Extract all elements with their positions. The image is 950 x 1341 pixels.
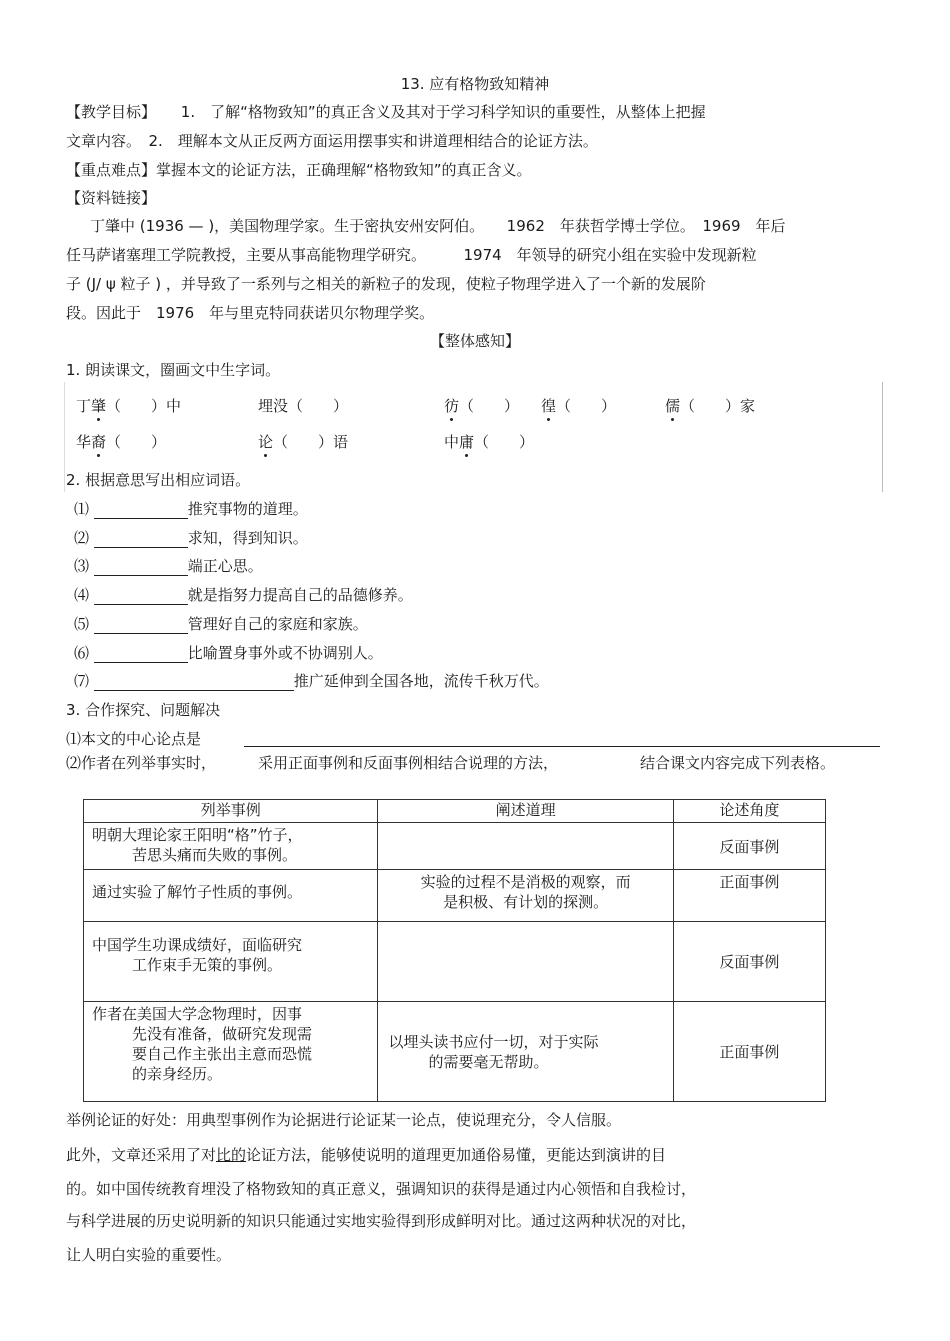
cell-angle: 反面事例 xyxy=(673,922,825,1002)
q2-item: ⑺ 推广延伸到全国各地，流传千秋万代。 xyxy=(74,672,549,690)
answer-blank[interactable] xyxy=(94,646,188,663)
answer-blank[interactable] xyxy=(94,674,294,691)
table-row xyxy=(84,870,826,922)
keypoints-label: 【重点难点】 xyxy=(66,161,157,179)
box-right-border xyxy=(882,382,883,492)
goals-line2: 文章内容。 2. 理解本文从正反两方面运用摆事实和讲道理相结合的论证方法。 xyxy=(66,132,598,150)
word-item: 中庸（ ） xyxy=(444,433,535,451)
q2-item: ⑸ 管理好自己的家庭和家族。 xyxy=(74,615,368,633)
word-item: 儒（ ）家 xyxy=(665,397,756,415)
goals-line1 xyxy=(66,102,706,122)
central-argument-blank[interactable] xyxy=(244,746,880,747)
q2-item: ⑴ 推究事物的道理。 xyxy=(74,500,308,518)
answer-blank[interactable] xyxy=(94,502,188,519)
word-item: 丁肇（ ）中 xyxy=(76,397,182,415)
word-item: 埋没（ ） xyxy=(258,397,349,415)
col-header-reason: 阐述道理 xyxy=(378,800,673,823)
goals-label: 【教学目标】 xyxy=(66,103,157,121)
conclusion-line-4: 与科学进展的历史说明新的知识只能通过实地实验得到形成鲜明对比。通过这两种状况的对比， xyxy=(66,1212,697,1230)
cell-angle: 反面事例 xyxy=(673,823,825,870)
q1-heading: 1. 朗读课文，圈画文中生字词。 xyxy=(66,361,281,379)
q3-sub1: ⑴本文的中心论点是 xyxy=(66,730,202,748)
answer-blank[interactable] xyxy=(94,559,188,576)
cell-reason: 实验的过程不是消极的观察，而 是积极、有计划的探测。 xyxy=(378,870,673,922)
dotted-char: 裔 xyxy=(91,433,107,451)
cases-table xyxy=(83,799,826,1102)
word-item: 论（ ）语 xyxy=(258,433,349,451)
dotted-char: 徨 xyxy=(541,397,557,415)
cell-example: 明朝大理论家王阳明“格”竹子， 苦思头痛而失败的事例。 xyxy=(84,823,378,870)
goals-text-1: 1. 了解“格物致知”的真正含义及其对于学习科学知识的重要性，从整体上把握 xyxy=(180,103,706,121)
q3-sub2-c: 结合课文内容完成下列表格。 xyxy=(640,754,836,772)
col-header-example: 列举事例 xyxy=(84,800,378,823)
col-header-angle: 论述角度 xyxy=(673,800,825,823)
word-item: 华裔（ ） xyxy=(76,433,167,451)
cell-example: 作者在美国大学念物理时，因事 先没有准备，做研究发现需 要自己作主张出主意而恐慌 的亲身经历。 xyxy=(84,1002,378,1102)
answer-blank[interactable] xyxy=(94,617,188,634)
box-left-border xyxy=(64,382,65,492)
word-item: 彷（ ） xyxy=(444,397,520,415)
dotted-char: 彷 xyxy=(444,397,460,415)
cell-reason[interactable] xyxy=(378,922,673,1002)
resources-line-3: 子 (J/ ψ 粒子 ) ，并导致了一系列与之相关的新粒子的发现，使粒子物理学进入了一个新的发展阶 xyxy=(66,275,706,293)
dotted-char: 庸 xyxy=(459,433,475,451)
q2-item: ⑷ 就是指努力提高自己的品德修养。 xyxy=(74,586,413,604)
word-item: 徨（ ） xyxy=(541,397,617,415)
cell-reason: 以埋头读书应付一切，对于实际 的需要毫无帮助。 xyxy=(378,1002,673,1102)
q3-sub2: ⑵作者在列举事实时， xyxy=(66,754,217,772)
answer-blank[interactable] xyxy=(94,531,188,548)
q3-heading: 3. 合作探究、问题解决 xyxy=(66,701,221,719)
resources-label: 【资料链接】 xyxy=(66,189,157,207)
resources-line-4: 段。因此于 1976 年与里克特同获诺贝尔物理学奖。 xyxy=(66,304,435,322)
q3-sub2-b: 采用正面事例和反面事例相结合说理的方法， xyxy=(258,754,559,772)
conclusion-line-2: 此外，文章还采用了对比的论证方法，能够使说明的道理更加通俗易懂，更能达到演讲的目 xyxy=(66,1146,667,1164)
page-title: 13. 应有格物致知精神 xyxy=(400,75,550,93)
table-row xyxy=(84,922,826,1002)
table-row xyxy=(84,823,826,870)
cell-angle: 正面事例 xyxy=(673,870,825,922)
q2-heading: 2. 根据意思写出相应词语。 xyxy=(66,471,251,489)
resources-line-2: 任马萨诸塞理工学院教授，主要从事高能物理学研究。 1974 年领导的研究小组在实验中发现新粒 xyxy=(66,246,757,264)
q2-item: ⑹ 比喻置身事外或不协调别人。 xyxy=(74,644,383,662)
conclusion-line-1: 举例论证的好处：用典型事例作为论据进行论证某一论点，使说理充分，令人信服。 xyxy=(66,1111,622,1129)
dotted-char: 肇 xyxy=(91,397,107,415)
answer-blank[interactable] xyxy=(94,588,188,605)
keypoints-text: 掌握本文的论证方法，正确理解“格物致知”的真正含义。 xyxy=(156,161,532,179)
section-title: 【整体感知】 xyxy=(429,332,520,350)
cell-reason[interactable] xyxy=(378,823,673,870)
resources-line-1: 丁肇中 (1936 — )，美国物理学家。生于密执安州安阿伯。 1962 年获哲学博士学位。 1969 年后 xyxy=(90,217,786,235)
table-header-row xyxy=(84,800,826,823)
conclusion-line-3: 的。如中国传统教育埋没了格物致知的真正意义，强调知识的获得是通过内心领悟和自我检讨， xyxy=(66,1180,697,1198)
keypoints xyxy=(66,160,532,180)
cell-example: 中国学生功课成绩好，面临研究 工作束手无策的事例。 xyxy=(84,922,378,1002)
cell-angle: 正面事例 xyxy=(673,1002,825,1102)
dotted-char: 儒 xyxy=(665,397,681,415)
q2-item: ⑵ 求知，得到知识。 xyxy=(74,529,308,547)
table-row xyxy=(84,1002,826,1102)
dotted-char: 论 xyxy=(258,433,274,451)
conclusion-line-5: 让人明白实验的重要性。 xyxy=(66,1246,232,1264)
cell-example: 通过实验了解竹子性质的事例。 xyxy=(84,870,378,922)
q2-item: ⑶ 端正心思。 xyxy=(74,557,263,575)
